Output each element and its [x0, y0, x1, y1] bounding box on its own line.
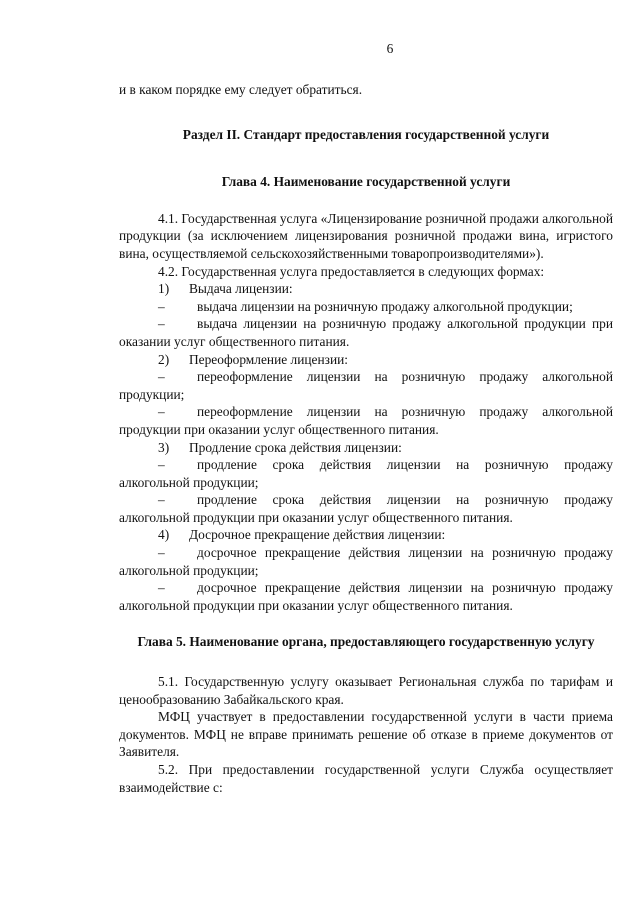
form-4-title: Досрочное прекращение действия лицензии:	[189, 527, 446, 543]
form-3-item-1-text: продление срока действия лицензии на розничную продажу алкогольной продукции;	[119, 457, 613, 490]
lead-line: и в каком порядке ему следует обратиться.	[119, 82, 363, 97]
paragraph-5-1: 5.1. Государственную услугу оказывает Региональная служба по тарифам и ценообразованию Забайкальского края.	[119, 674, 613, 707]
dash-marker: –	[158, 404, 165, 420]
paragraph-5-2: 5.2. При предоставлении государственной услуги Служба осуществляет взаимодействие с:	[119, 762, 613, 795]
form-1-item-2-text: выдача лицензии на розничную продажу алкогольной продукции при оказании услуг общественного питания.	[119, 316, 613, 349]
chapter5-title: Глава 5. Наименование органа, предоставляющего государственную услугу	[137, 634, 595, 650]
form-4-item-1	[119, 544, 613, 579]
form-1-number: 1)	[158, 281, 170, 297]
form-4-heading	[119, 526, 613, 544]
form-1-item-1-text: выдача лицензии на розничную продажу алкогольной продукции;	[197, 298, 573, 314]
form-4-item-2-text: досрочное прекращение действия лицензии на розничную продажу алкогольной продукции при оказании услуг общественного питания.	[119, 580, 613, 613]
form-1-title: Выдача лицензии:	[189, 281, 293, 297]
dash-marker: –	[158, 580, 165, 596]
form-4-item-2	[119, 579, 613, 614]
form-4-number: 4)	[158, 527, 170, 543]
form-3-item-2-text: продление срока действия лицензии на розничную продажу алкогольной продукции при оказании услуг общественного питания.	[119, 492, 613, 525]
paragraph-4-1: 4.1. Государственная услуга «Лицензирование розничной продажи алкогольной продукции (за исключением лицензирования розничной продажи вина, игристого вина, осуществляемой сельскохозяйственными товаропроизводителями»).	[119, 210, 614, 261]
form-2-item-1-text: переоформление лицензии на розничную продажу алкогольной продукции;	[119, 369, 613, 402]
dash-marker: –	[158, 369, 165, 385]
form-3-heading	[119, 439, 613, 457]
form-2-item-1	[119, 368, 613, 403]
form-2-heading	[119, 351, 613, 369]
form-3-number: 3)	[158, 439, 170, 455]
form-2-number: 2)	[158, 351, 170, 367]
form-3-item-2	[119, 491, 613, 526]
page-body	[119, 81, 613, 796]
form-2-item-2-text: переоформление лицензии на розничную продажу алкогольной продукции при оказании услуг общественного питания.	[119, 404, 613, 437]
form-4-item-1-text: досрочное прекращение действия лицензии на розничную продажу алкогольной продукции;	[119, 545, 613, 578]
form-1-item-2	[119, 315, 613, 350]
paragraph-mfc: МФЦ участвует в предоставлении государственной услуги в части приема документов. МФЦ не вправе принимать решение об отказе в приеме документов от Заявителя.	[119, 709, 613, 760]
form-1-item-1	[119, 298, 613, 316]
form-2-title: Переоформление лицензии:	[189, 351, 349, 367]
form-1-heading	[119, 280, 613, 298]
dash-marker: –	[158, 298, 165, 314]
form-3-title: Продление срока действия лицензии:	[189, 439, 402, 455]
chapter4-title: Глава 4. Наименование государственной услуги	[221, 174, 511, 190]
form-2-item-2	[119, 403, 613, 438]
paragraph-4-2: 4.2. Государственная услуга предоставляется в следующих формах:	[158, 263, 545, 279]
section-title: Раздел II. Стандарт предоставления государственной услуги	[182, 126, 550, 142]
dash-marker: –	[158, 316, 165, 332]
form-3-item-1	[119, 456, 613, 491]
dash-marker: –	[158, 457, 165, 473]
page-number: 6	[386, 41, 394, 56]
dash-marker: –	[158, 492, 165, 508]
dash-marker: –	[158, 545, 165, 561]
